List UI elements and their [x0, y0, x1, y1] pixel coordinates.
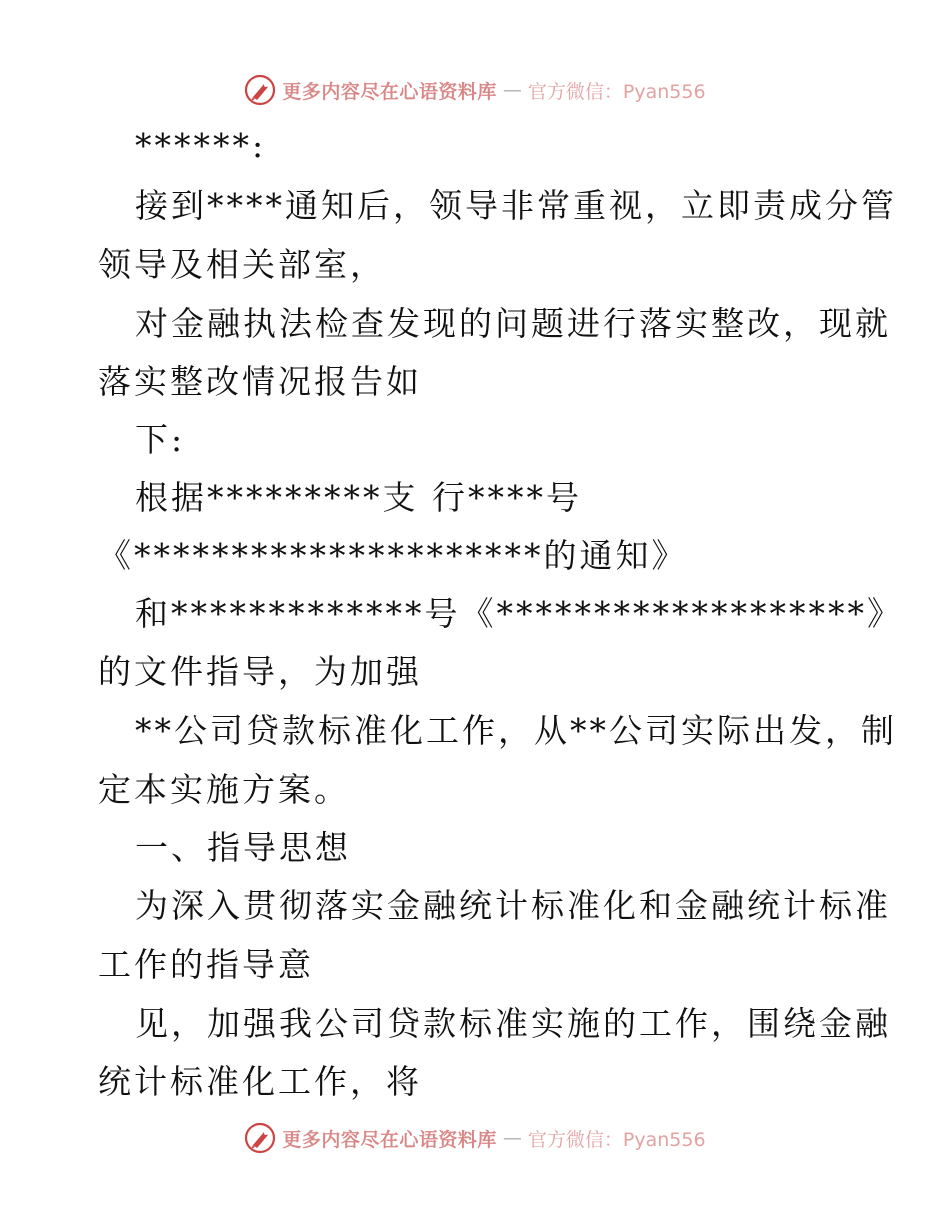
- paragraph-line: 为深入贯彻落实金融统计标准化和金融统计标准: [135, 886, 891, 925]
- section-heading: 一、指导思想: [135, 828, 351, 867]
- salutation-line: ******:: [135, 126, 267, 165]
- watermark-title: 更多内容尽在心语资料库: [282, 1128, 497, 1151]
- paragraph-line: 领导及相关部室，: [98, 245, 386, 284]
- watermark-wechat: 官方微信：Pyan556: [527, 80, 706, 103]
- paragraph-line: 定本实施方案。: [98, 770, 350, 809]
- paragraph-line: 工作的指导意: [98, 945, 314, 984]
- watermark-dash: —: [502, 79, 522, 101]
- paragraph-line: 下:: [135, 420, 186, 459]
- paragraph-line: 落实整改情况报告如: [98, 362, 422, 401]
- paragraph-line: **公司贷款标准化工作，从**公司实际出发，制: [135, 711, 897, 750]
- watermark-footer: [0, 1118, 950, 1158]
- watermark-dash: —: [502, 1127, 522, 1149]
- pen-logo-icon: [244, 1122, 276, 1154]
- paragraph-line: 的文件指导，为加强: [98, 652, 422, 691]
- watermark-wechat: 官方微信：Pyan556: [527, 1128, 706, 1151]
- paragraph-line: 《*********************的通知》: [98, 536, 688, 575]
- paragraph-line: 统计标准化工作，将: [98, 1062, 422, 1101]
- paragraph-line: 见，加强我公司贷款标准实施的工作，围绕金融: [135, 1004, 891, 1043]
- paragraph-line: 根据*********支 行****号: [135, 478, 582, 517]
- watermark-title: 更多内容尽在心语资料库: [282, 80, 497, 103]
- paragraph-line: 对金融执法检查发现的问题进行落实整改，现就: [135, 304, 891, 343]
- paragraph-line: 接到****通知后，领导非常重视，立即责成分管: [135, 186, 897, 225]
- paragraph-line: 和*************号《*******************》: [135, 594, 903, 633]
